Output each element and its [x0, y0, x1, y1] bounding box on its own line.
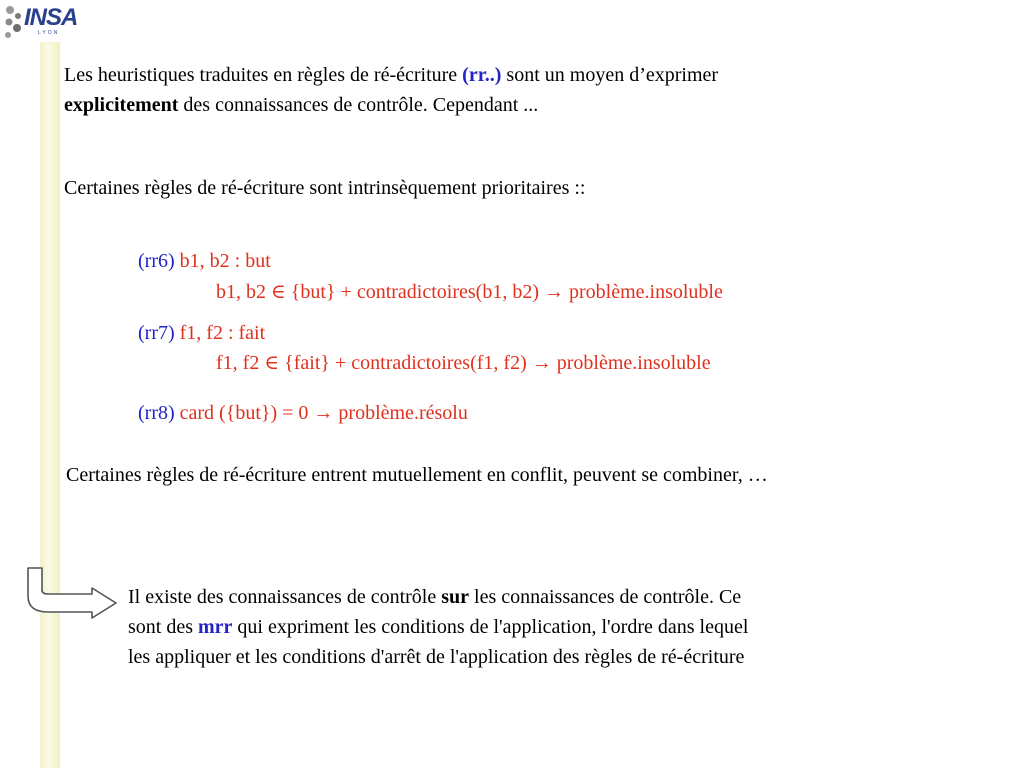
intro-text: Les heuristiques traduites en règles de ré-écriture — [64, 64, 463, 86]
sidebar-stripe — [40, 42, 60, 768]
conclusion-paragraph — [128, 582, 748, 672]
intro-text: des connaissances de contrôle. Cependant ... — [178, 94, 539, 116]
priority-heading: Certaines règles de ré-écriture sont intrinsèquement prioritaires :: — [64, 177, 586, 199]
conclusion-text: les connaissances de contrôle. Ce — [469, 586, 742, 608]
conclusion-text: Il existe des connaissances de contrôle — [128, 586, 442, 608]
bent-arrow-icon — [26, 566, 118, 624]
conclusion-text: sont des — [128, 616, 198, 638]
rule-rr8 — [138, 398, 468, 428]
insa-logo — [2, 0, 78, 44]
rule-head: f1, f2 : fait — [174, 322, 266, 344]
intro-paragraph — [64, 60, 718, 120]
rule-label: (rr8) — [138, 402, 175, 424]
rule-label: (rr7) — [138, 322, 175, 344]
conclusion-text: les appliquer et les conditions d'arrêt de l'application des règles de ré-écriture — [128, 646, 745, 668]
sur-term: sur — [441, 586, 470, 608]
rule-rr6-body: b1, b2 ∈ {but} + contradictoires(b1, b2) → problème.insoluble — [216, 281, 723, 303]
logo-subtext: LYON — [38, 30, 60, 36]
mrr-term: mrr — [198, 616, 233, 638]
logo-text: INSA — [24, 4, 78, 31]
rr-term: (rr..) — [462, 64, 502, 86]
conflict-line: Certaines règles de ré-écriture entrent mutuellement en conflit, peuvent se combiner, … — [66, 464, 768, 486]
rule-label: (rr6) — [138, 250, 175, 272]
conclusion-text: qui expriment les conditions de l'application, l'ordre dans lequel — [232, 616, 749, 638]
rule-rr6 — [138, 246, 271, 276]
rule-head: b1, b2 : but — [174, 250, 271, 272]
rule-head: card ({but}) = 0 → problème.résolu — [174, 402, 468, 424]
intro-text: sont un moyen d’exprimer — [501, 64, 719, 86]
explicitement-term: explicitement — [64, 94, 179, 116]
rule-rr7-body: f1, f2 ∈ {fait} + contradictoires(f1, f2) → problème.insoluble — [216, 352, 711, 374]
rule-rr7 — [138, 318, 265, 348]
